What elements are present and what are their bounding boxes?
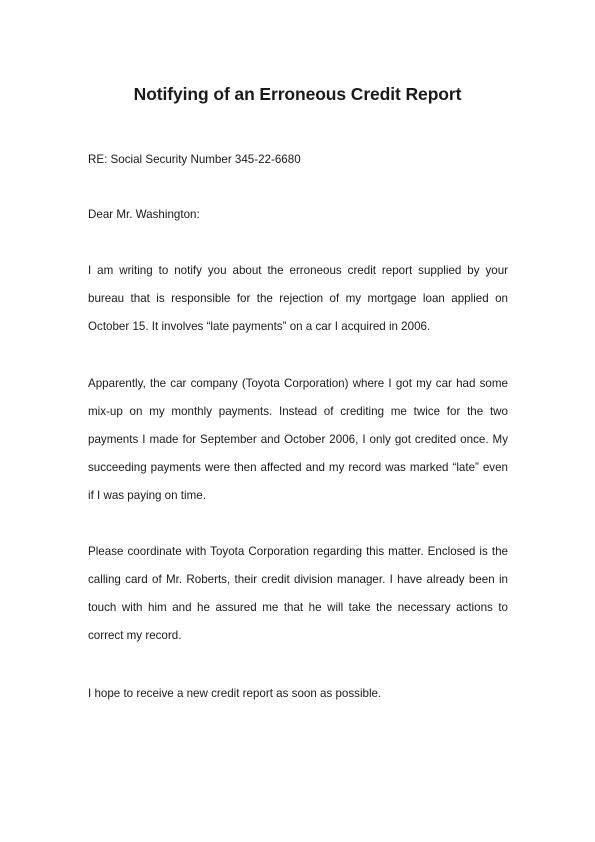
paragraph-3: Please coordinate with Toyota Corporation regarding this matter. Enclosed is the calling card of Mr. Roberts, their credit division manager. I have already been in touch with him and he assured me that he will take the necessary actions to correct my record. xyxy=(88,545,508,642)
salutation: Dear Mr. Washington: xyxy=(88,208,200,221)
paragraph-1: I am writing to notify you about the erroneous credit report supplied by your bureau that is responsible for the rejection of my mortgage loan applied on October 15. It involves “late payments” on a car I acquired in 2006. xyxy=(88,264,508,333)
re-line: RE: Social Security Number 345-22-6680 xyxy=(88,153,301,166)
letter-title: Notifying of an Erroneous Credit Report xyxy=(133,84,462,104)
paragraph-4: I hope to receive a new credit report as soon as possible. xyxy=(88,687,382,700)
paragraph-2: Apparently, the car company (Toyota Corporation) where I got my car had some mix-up on my monthly payments. Instead of crediting me twice for the two payments I made for September and October 2006, I only got credited once. My succeeding payments were then affected and my record was marked “late” even if I was paying on time. xyxy=(88,377,508,502)
